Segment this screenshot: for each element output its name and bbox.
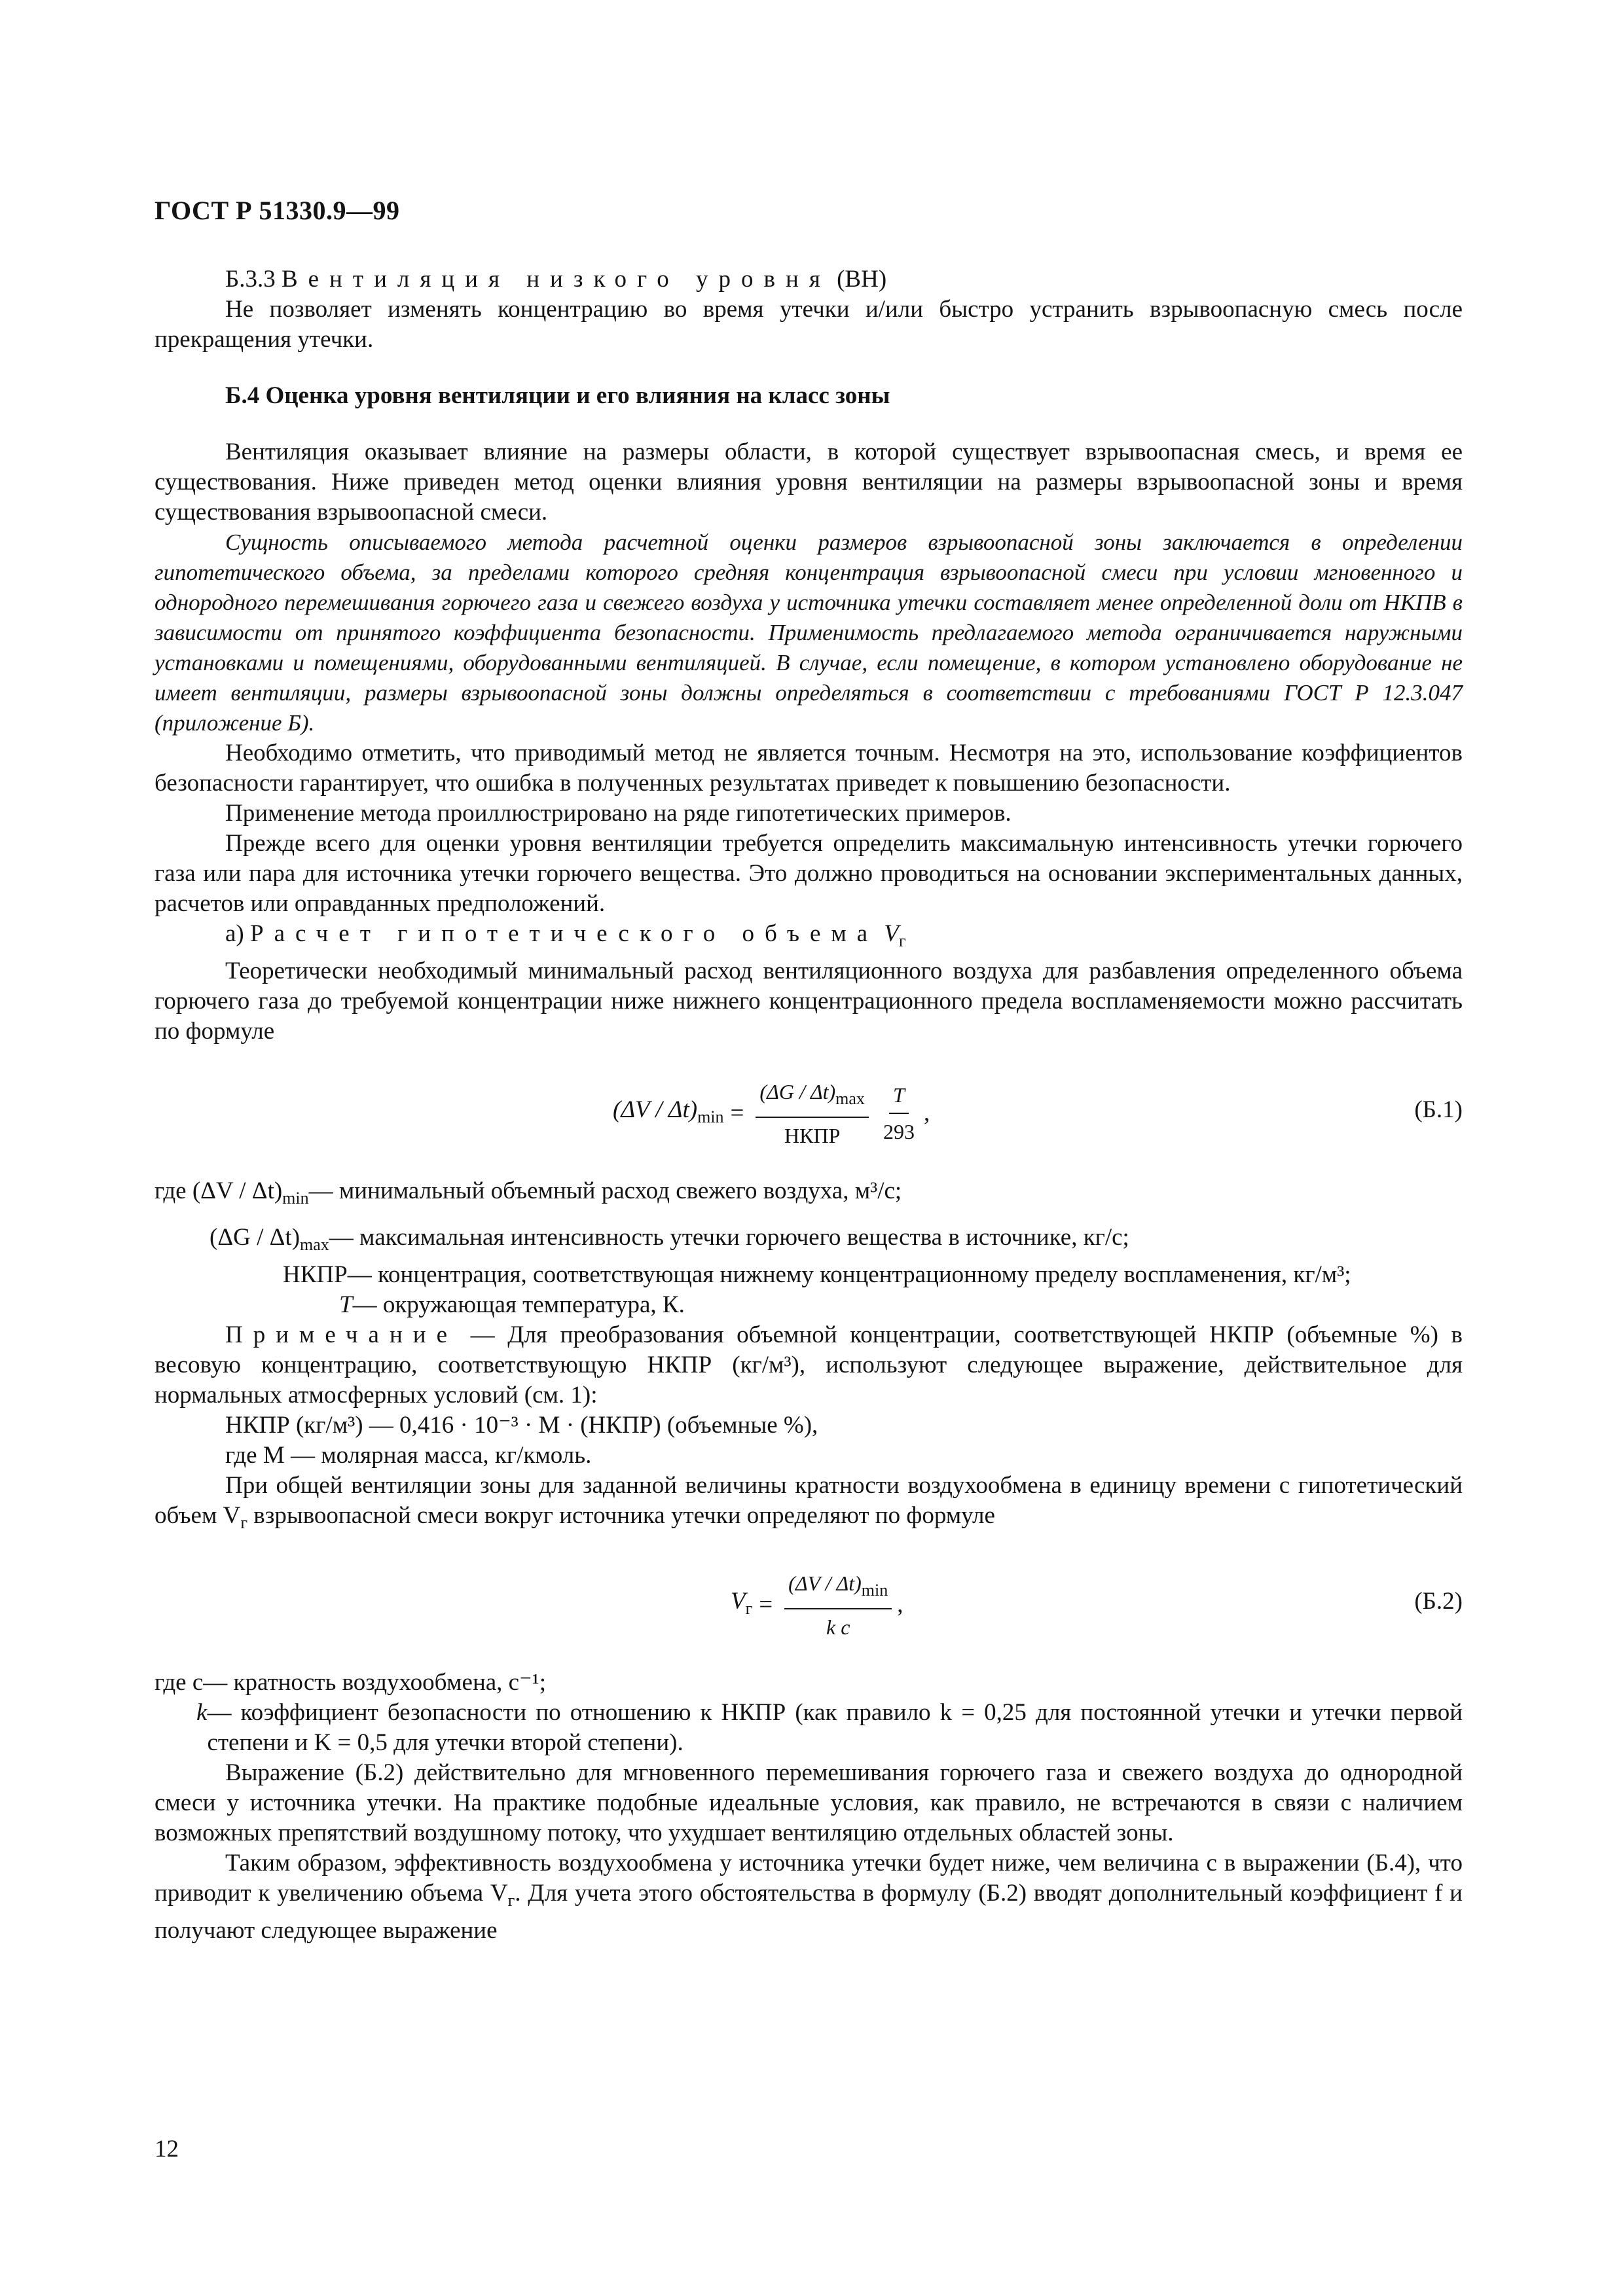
section-b4-paragraph-4: Применение метода проиллюстрировано на ряде гипотетических примеров. <box>225 800 1012 827</box>
section-b33-title: Вентиляция низкого уровня <box>282 266 831 293</box>
section-b33-abbr: (ВН) <box>837 266 887 293</box>
page-number: 12 <box>155 2136 179 2162</box>
note-text: — Для преобразования объемной концентрации, соответствующей НКПР (объемные %) в весовую концентрацию, соответствующую НКПР (кг/м³), используют следующее выражение, действительное для нормальных атмосферных условий (см. 1): <box>155 1321 1463 1408</box>
paragraph-9: Таким образом, эффективность воздухообмена у источника утечки будет ниже, чем величина c в выражении (Б.4), что приводит к увеличению объема $V_г$. Для учета этого обстоятельства в формулу (Б.2) вводят дополнительный коэффициент f и получают следующее выражение <box>155 1850 1463 1944</box>
formula-b2 <box>155 1552 1463 1657</box>
body-text <box>155 264 1463 1946</box>
note-label: Примечание <box>225 1321 458 1348</box>
item-a-title-line <box>155 919 1463 956</box>
section-b4-paragraph-1: Вентиляция оказывает влияние на размеры области, в которой существует взрывоопасная смесь, и время ее существования. Ниже приведен метод оценки влияния уровня вентиляции на размеры взрывоопасной зоны и время существования взрывоопасной смеси. <box>155 439 1463 526</box>
section-b33-number: Б.3.3 <box>225 266 276 293</box>
note-expression: НКПР (кг/м³) — 0,416 · 10⁻³ · М · (НКПР) (объемные %), <box>225 1412 818 1439</box>
item-a-symbol: V <box>884 920 899 947</box>
note-where: где М — молярная масса, кг/кмоль. <box>225 1442 592 1469</box>
paragraph-7: При общей вентиляции зоны для заданной величины кратности воздухообмена в единицу времени c гипотетический объем $V_г$ взрывоопасной смеси вокруг источника утечки определяют по формуле <box>155 1472 1463 1532</box>
definition-row: НКПР — концентрация, соответствующая нижнему концентрационному пределу воспламенения, кг/м³; <box>283 1261 1351 1288</box>
standard-id-header: ГОСТ Р 51330.9—99 <box>155 196 400 225</box>
formula-b1-tail: , <box>923 1100 930 1126</box>
formula-b1-fraction-1: $\frac{(\Delta G / \Delta t)_{max}}{\text{НКПР}}$ <box>756 1077 869 1151</box>
formula-b1 <box>155 1061 1463 1166</box>
formula-b2-fraction: $\frac{(\Delta V / \Delta t)_{min}}{\text{k c}}$ <box>784 1568 892 1642</box>
formula-b2-lhs: $V_г$ <box>731 1587 753 1618</box>
formula-b2-tail: , <box>897 1591 903 1618</box>
section-b4-italic-paragraph: Сущность описываемого метода расчетной оценки размеров взрывоопасной зоны заключается в определении гипотетического объема, за пределами которого средняя концентрация взрывоопасной смеси при условии мгновенного и однородного перемешивания горючего газа и свежего воздуха у источника утечки составляет менее определенной доли от НКПВ в зависимости от принятого коэффициента безопасности. Применимость предлагаемого метода ограничивается наружными установками и помещениями, оборудованными вентиляцией. В случае, если помещение, в котором установлено оборудование не имеет вентиляции, размеры взрывоопасной зоны должны определяться в соответствии с требованиями ГОСТ Р 12.3.047 (приложение Б). <box>155 529 1463 736</box>
section-b33-text: Не позволяет изменять концентрацию во время утечки и/или быстро устранить взрывоопасную смесь после прекращения утечки. <box>155 296 1463 353</box>
item-a-title: Расчет гипотетического объема <box>250 920 879 947</box>
definition-row: где $(\Delta V / \Delta t)_{min}$ — минимальный объемный расход свежего воздуха, м³/с; <box>155 1177 902 1208</box>
item-a-prefix: а) <box>225 920 244 947</box>
section-b4-heading: Б.4 Оценка уровня вентиляции и его влияния на класс зоны <box>225 382 890 409</box>
formula-b2-number: (Б.2) <box>1414 1588 1463 1615</box>
note-paragraph <box>155 1320 1463 1410</box>
section-b4-paragraph-3: Необходимо отметить, что приводимый метод не является точным. Несмотря на это, использование коэффициентов безопасности гарантирует, что ошибка в полученных результатах приведет к повышению безопасности. <box>155 740 1463 797</box>
definition-row: T — окружающая температура, К. <box>339 1291 685 1318</box>
formula-b2-equals: = <box>759 1591 773 1618</box>
formula-b1-fraction-2: $\frac{T}{293}$ <box>879 1080 919 1147</box>
section-b33-title-line <box>155 264 1463 295</box>
formula-b1-equals: = <box>730 1100 744 1126</box>
section-b4-paragraph-5: Прежде всего для оценки уровня вентиляции требуется определить максимальную интенсивность утечки горючего газа или пара для источника утечки горючего вещества. Это должно проводиться на основании экспериментальных данных, расчетов или оправданных предположений. <box>155 830 1463 917</box>
section-b4-paragraph-6: Теоретически необходимый минимальный расход вентиляционного воздуха для разбавления определенного объема горючего газа до требуемой концентрации ниже нижнего концентрационного предела воспламеняемости можно рассчитать по формуле <box>155 958 1463 1045</box>
definition-row: где c — кратность воздухообмена, с⁻¹; <box>155 1669 546 1696</box>
definition-row: $(\Delta G / \Delta t)_{max}$ — максимальная интенсивность утечки горючего вещества в источнике, кг/с; <box>210 1224 1129 1254</box>
definition-row: k — коэффициент безопасности по отношению к НКПР (как правило k = 0,25 для постоянной утечки и утечки первой степени и K = 0,5 для утечки второй степени). <box>196 1699 1463 1756</box>
formula-b1-number: (Б.1) <box>1414 1096 1463 1123</box>
formula-b1-lhs: $(\Delta V / \Delta t)_{min}$ <box>613 1096 724 1126</box>
item-a-symbol-sub: г <box>898 931 906 950</box>
paragraph-8: Выражение (Б.2) действительно для мгновенного перемешивания горючего газа и свежего воздуха до однородной смеси у источника утечки. На практике подобные идеальные условия, как правило, не встречаются в связи с наличием возможных препятствий воздушному потоку, что ухудшает вентиляцию отдельных областей зоны. <box>155 1759 1463 1846</box>
